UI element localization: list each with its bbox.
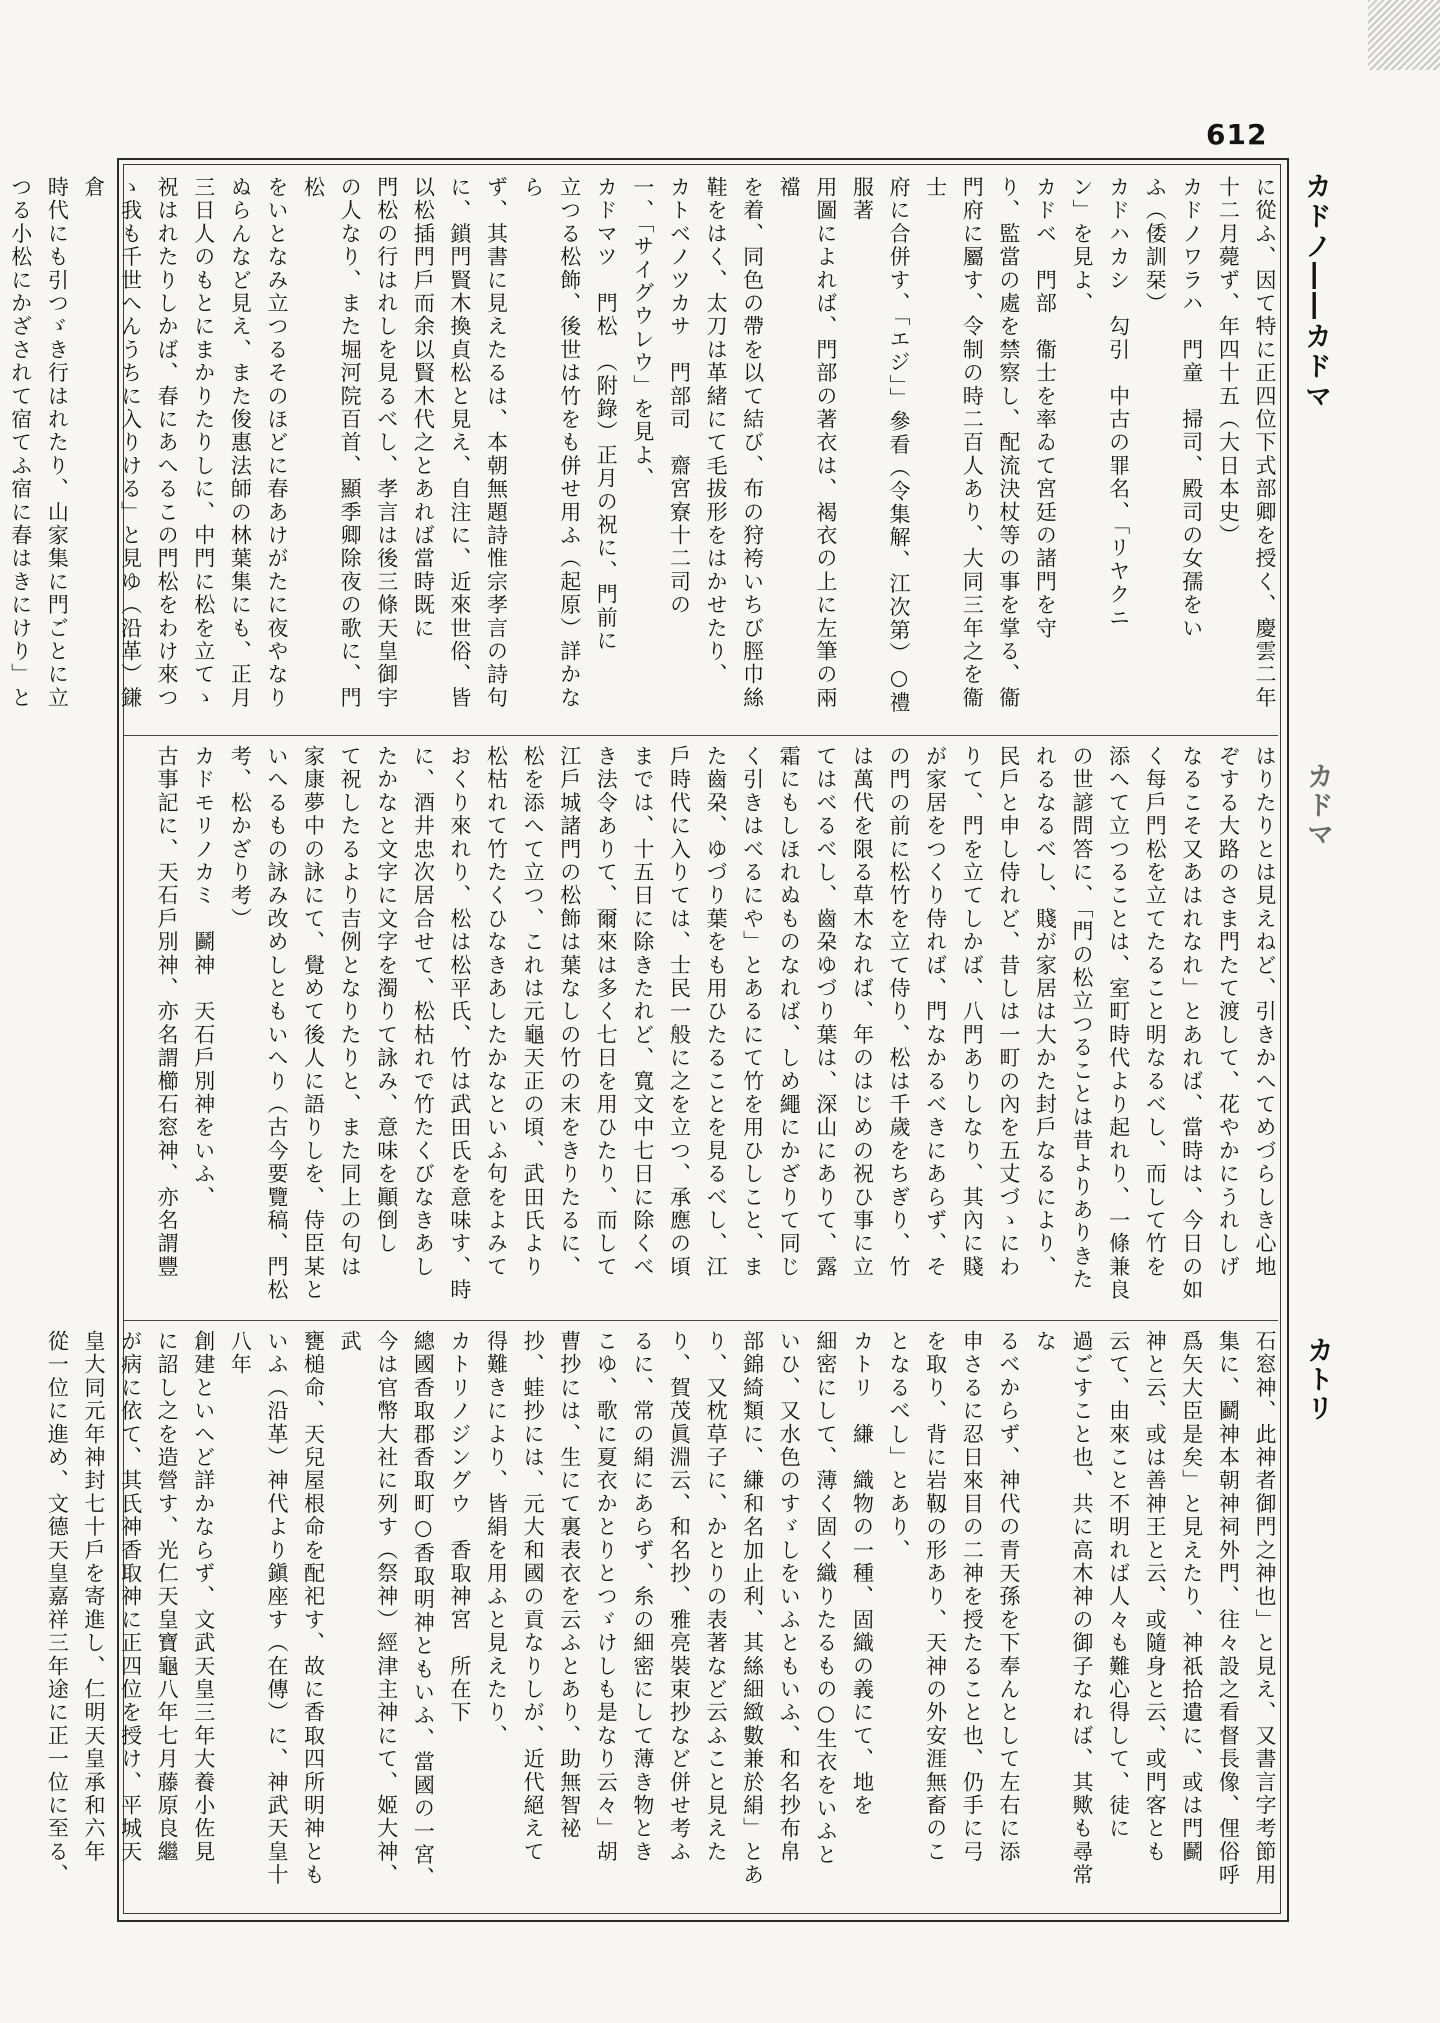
text-line: は萬代を限る草木なれば、年のはじめの祝ひ事に立 <box>850 745 875 1279</box>
text-line: が病に依て、其氏神香取神に正四位を授け、平城天 <box>118 1330 143 1864</box>
text-line: るべからず、神代の青天孫を下奉んとして左右に添 <box>996 1330 1021 1864</box>
text-line: 過ごすこと也、共に高木神の御子なれば、其歟も尋常な <box>1033 1330 1095 1887</box>
text-line: カドベ 門部 衞士を率ゐて宮廷の諸門を守 <box>1033 176 1058 640</box>
text-line: 得難きにより、皆絹を用ふと見えたり、 <box>484 1330 509 1748</box>
section-divider-upper <box>124 735 1278 736</box>
text-line: 三日人のもとにまかりたりしに、中門に松を立てゝ <box>191 176 216 710</box>
text-line: たかなと文字に文字を濁りて詠み、意味を顚倒し <box>374 745 399 1256</box>
text-line: カトリ 縑 織物の一種、固織の義にて、地を <box>850 1330 875 1818</box>
text-line: ふ（倭訓栞） <box>1143 176 1168 316</box>
text-section-middle <box>148 745 1283 1310</box>
text-line: 古事記に、天石戶別神、亦名謂櫛石窓神、亦名謂豐 <box>155 745 180 1279</box>
text-line: ン」を見よ、 <box>1070 176 1095 316</box>
text-line: 霜にもしほれぬものなれば、しめ繩にかざりて同じ <box>777 745 802 1279</box>
text-line: 一、「サイグウレウ」を見よ、 <box>630 176 655 491</box>
text-line: をいとなみ立つるそのほどに春あけがたに夜やなり <box>264 176 289 710</box>
text-line: 總國香取郡香取町○香取明神ともいふ、當國の一宮、 <box>411 1330 436 1890</box>
text-line: ぞする大路のさま門たて渡して、花やかにうれしげ <box>1216 745 1241 1279</box>
text-line: り、監當の處を禁察し、配流決杖等の事を掌る、衞 <box>996 176 1021 710</box>
text-line: カドハカシ 勾引 中古の罪名、「リヤクニ <box>1106 176 1131 630</box>
text-line: 以松插門戶而余以賢木代之とあれば當時既に <box>411 176 436 640</box>
text-line: 十二月薨ず、年四十五（大日本史） <box>1216 176 1241 548</box>
text-line: り、賀茂眞淵云、和名抄、雅亮裝束抄など併せ考ふ <box>667 1330 692 1864</box>
text-line: を着、同色の帶を以て結び、布の狩袴いちび脛巾絲 <box>740 176 765 710</box>
text-line: 用圖によれば、門部の著衣は、褐衣の上に左筆の兩襠 <box>777 176 838 710</box>
text-line: く引きはべるにや」とあるにて竹を用ひしこと、ま <box>740 745 765 1279</box>
text-line: カトリノジングウ 香取神宮 所在下 <box>447 1330 472 1725</box>
text-line: 府に合併す、「エジ」」參看（令集解、江次第）○禮服著 <box>850 176 912 715</box>
text-line: 抄、蛙抄には、元大和國の貢なりしが、近代絕えて <box>521 1330 546 1864</box>
text-line: ず、其書に見えたるは、本朝無題詩惟宗孝言の詩句 <box>484 176 509 710</box>
text-line: 民戶と申し侍れど、昔しは一町の內を五丈づゝにわ <box>996 745 1021 1279</box>
text-line: 考、松かざり考） <box>228 745 253 931</box>
text-line: の人なり、また堀河院百首、顯季卿除夜の歌に、門松 <box>301 176 363 710</box>
text-line: の門の前に松竹を立て侍り、松は千歲をちぎり、竹 <box>887 745 912 1279</box>
text-line: 申さるに忍日來目の二神を授たること也、仍手に弓 <box>960 1330 985 1864</box>
section-divider-lower <box>124 1320 1278 1321</box>
text-line: 石窓神、此神者御門之神也」と見え、又書言字考節用 <box>1252 1330 1277 1887</box>
text-line: く每戶門松を立てたること明なるべし、而して竹を <box>1143 745 1168 1279</box>
side-label-bottom: カトリ <box>1302 1336 1333 1423</box>
text-line: ゝ我も千世へんうちに入りける」と見ゆ（沿革）鎌倉 <box>81 176 143 710</box>
side-label-middle: カドマ <box>1302 762 1333 849</box>
text-line: 今は官幣大社に列す（祭神）經津主神にて、姬大神、武 <box>338 1330 399 1887</box>
text-line: つる小松にかざされて宿てふ宿に春はきにけり」と <box>8 176 33 710</box>
text-line: いへるもの詠み改めしともいへり（古今要覽稿、門松 <box>264 745 289 1302</box>
text-line: 云て、由來こと不明れば人々も難心得して、徒に <box>1106 1330 1131 1841</box>
text-line: 甕槌命、天兒屋根命を配祀す、故に香取四所明神とも <box>301 1330 326 1887</box>
text-line: に、酒井忠次居合せて、松枯れで竹たくびなきあし <box>411 745 436 1279</box>
text-section-bottom <box>45 1330 1283 1905</box>
text-line: 松枯れて竹たくひなきあしたかなといふ句をよみて <box>484 745 509 1279</box>
text-line: となるべし」とあり、 <box>887 1330 912 1562</box>
running-header: カドノ――カドマ <box>1300 172 1331 412</box>
text-line <box>0 176 2 726</box>
text-line: 祝はれたりしかば、春にあへるこの門松をわけ來つ <box>155 176 180 710</box>
text-line: 添へて立つることは、室町時代より起れり、一條兼良 <box>1106 745 1131 1302</box>
text-line: の世諺問答に、「門の松立つることは昔よりありきた <box>1070 745 1095 1292</box>
text-line: に詔し之を造營す、光仁天皇寶龜八年七月藤原良繼 <box>155 1330 180 1864</box>
text-line: はりたりとは見えねど、引きかへてめづらしき心地 <box>1252 745 1277 1279</box>
text-line: き法令ありて、爾來は多く七日を用ひたり、而して <box>594 745 619 1279</box>
text-line: カドモリノカミ 鬬神 天石戶別神をいふ、 <box>191 745 216 1209</box>
text-line: 江戶城諸門の松飾は葉なしの竹の末をきりたるに、 <box>557 745 582 1279</box>
text-line: 時代にも引つゞき行はれたり、山家集に門ごとに立 <box>45 176 70 710</box>
text-line: が家居をつくり侍れば、門なかるべきにあらず、そ <box>923 745 948 1279</box>
text-line: て祝したるより吉例となりたりと、また同上の句は <box>338 745 363 1279</box>
text-line: までは、十五日に除きたれど、寬文中七日に除くべ <box>630 745 655 1279</box>
text-line: 爲矢大臣是矣」と見えたり、神祇拾遺に、或は門鬬 <box>1179 1330 1204 1864</box>
text-line: 立つる松飾、後世は竹をも併せ用ふ（起原）詳かなら <box>521 176 582 710</box>
text-line: 鞋をはく、太刀は革緒にて毛拔形をはかせたり、 <box>704 176 729 687</box>
text-line: 細密にして、薄く固く織りたるもの○生衣をいふと <box>813 1330 838 1867</box>
text-line: ぬらんなど見え、また俊惠法師の林葉集にも、正月 <box>228 176 253 710</box>
text-line: カドマツ 門松 （附錄）正月の祝に、門前に <box>594 176 619 653</box>
text-line: いふ（沿革）神代より鎭座す（在傳）に、神武天皇十八年 <box>228 1330 289 1887</box>
text-line: カドノワラハ 門童 掃司、殿司の女孺をい <box>1179 176 1204 640</box>
text-line: いひ、又水色のすゞしをいふともいふ、和名抄布帛 <box>777 1330 802 1864</box>
text-line: るに、常の絹にあらず、糸の細密にして薄き物とき <box>630 1330 655 1864</box>
text-line: おくり來れり、松は松平氏、竹は武田氏を意味す、時 <box>447 745 472 1302</box>
text-line: てはべるべし、齒朶ゆづり葉は、深山にありて、露 <box>813 745 838 1279</box>
text-line: れるなるべし、賤が家居は大かた封戶なるにより、 <box>1033 745 1058 1279</box>
page-number: 612 <box>1206 118 1268 151</box>
text-line: 從一位に進め、文德天皇嘉祥三年途に正一位に至る、 <box>45 1330 70 1887</box>
text-line: に、鎖門賢木換貞松と見え、自注に、近來世俗、皆 <box>447 176 472 710</box>
text-line: 曹抄には、生にて裏表衣を云ふとあり、助無智祕 <box>557 1330 582 1841</box>
text-line: 家康夢中の詠にて、覺めて後人に語りしを、侍臣某と <box>301 745 326 1302</box>
text-line: に從ふ、因て特に正四位下式部卿を授く、慶雲二年 <box>1252 176 1277 710</box>
text-line: た齒朶、ゆづり葉をも用ひたることを見るべし、江 <box>704 745 729 1279</box>
text-line: 集に、鬬神本朝神祠外門、往々設之看督長像、俚俗呼 <box>1216 1330 1241 1887</box>
text-line: 皇大同元年神封七十戶を寄進し、仁明天皇承和六年 <box>81 1330 106 1864</box>
text-line: 神と云、或は善神王と云、或隨身と云、或門客とも <box>1143 1330 1168 1864</box>
text-line: を取り、背に岩靱の形あり、天神の外安涯無畜のこ <box>923 1330 948 1864</box>
text-line: 松を添へて立つ、これは元龜天正の頃、武田氏より <box>521 745 546 1279</box>
text-line: 門府に屬す、令制の時二百人あり、大同三年之を衞士 <box>923 176 985 710</box>
text-line: りて、門を立てしかば、八門ありしなり、其內に賤 <box>960 745 985 1279</box>
text-line: こゆ、歌に夏衣かとりとつゞけしも是なり云々」胡 <box>594 1330 619 1864</box>
text-line: 部錦綺類に、縑和名加止利、其絲細緻數兼於絹」とあ <box>740 1330 765 1887</box>
text-line: カトベノツカサ 門部司 齋宮寮十二司の <box>667 176 692 617</box>
text-line: り、又枕草子に、かとりの表著など云ふこと見えた <box>704 1330 729 1864</box>
text-line: 戶時代に入りては、士民一般に之を立つ、承應の頃 <box>667 745 692 1279</box>
scan-corner-mark <box>1368 0 1440 70</box>
text-line: なるこそ又あはれなれ」とあれば、當時は、今日の如 <box>1179 745 1204 1302</box>
text-line: 創建といへど詳かならず、文武天皇三年大養小佐見 <box>191 1330 216 1864</box>
text-line: 門松の行はれしを見るべし、孝言は後三條天皇御宇 <box>374 176 399 710</box>
text-section-top <box>8 176 1283 726</box>
